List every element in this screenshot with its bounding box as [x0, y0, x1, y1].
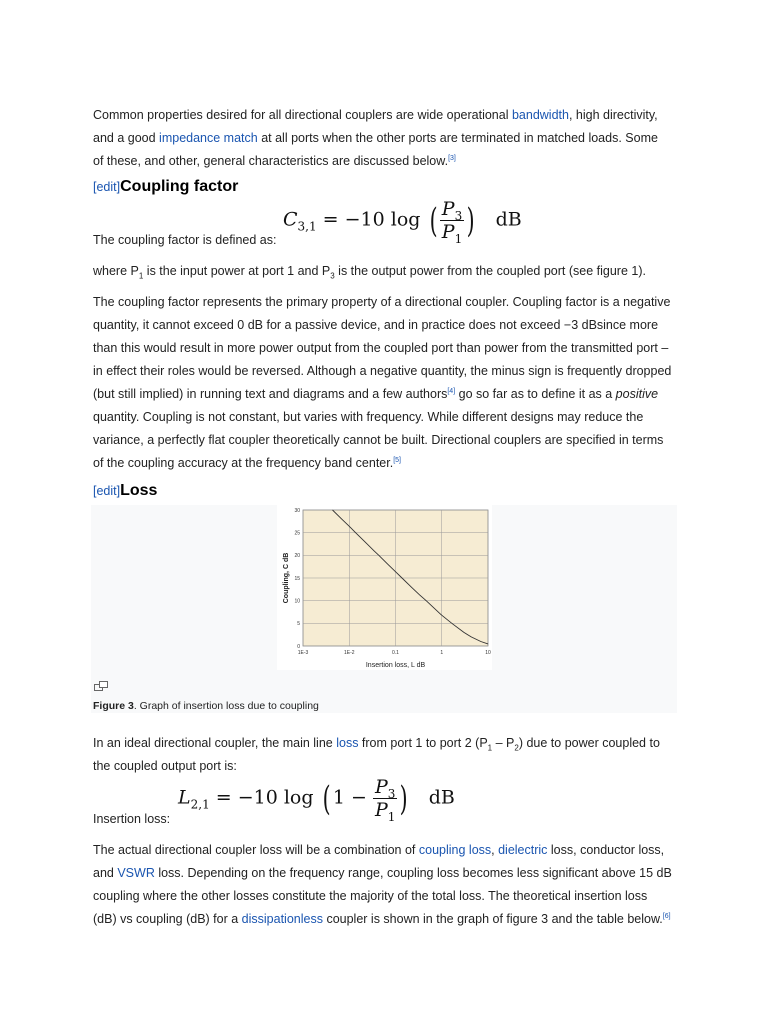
insertion-loss-formula: $L_{2,1} = -10$ log ( 1 − $\frac{P_3}{P_1}$ ) dB [178, 776, 455, 824]
y-tick-label: 0 [297, 643, 300, 650]
chart-svg [277, 505, 492, 670]
coupling-description-paragraph: The coupling factor represents the primary property of a directional coupler. Coupling factor is a negative quantity, it cannot exceed 0 dB for a passive device, and in practice does not exceed −3 dBsince more than this would result in more power output from the coupled port than power from the transmitted port – in effect their roles would be reversed. Although a negative quantity, the minus sign is frequently dropped (but still implied) in running text and diagrams and a few authors[4] go so far as to define it as a positive quantity. Coupling is not constant, but varies with frequency. While different designs may reduce the variance, a perfectly flat coupler theoretically cannot be built. Directional couplers are specified in terms of the coupling accuracy at the frequency band center.[5] [93, 295, 672, 470]
reference-4[interactable]: [4] [447, 387, 456, 395]
coupling-defined-label: The coupling factor is defined as: [93, 233, 277, 247]
coupling-loss-link[interactable]: coupling loss [418, 843, 492, 857]
x-tick-label: 1E-2 [343, 650, 355, 656]
where-paragraph: where $P_1$ is the input power at port 1 and $P_3$ is the output power from the coupled port (see figure 1). [93, 264, 646, 281]
intro-paragraph: Common properties desired for all directional couplers are wide operational bandwidth, high directivity, and a good impedance match at all ports when the other ports are terminated in matched loads. Some of these, and other, general characteristics are discussed below.[3] [93, 108, 658, 168]
insertion-loss-label: Insertion loss: [93, 812, 171, 826]
vswr-link[interactable]: VSWR [117, 866, 155, 880]
insertion-loss-chart [277, 505, 492, 670]
edit-loss-link[interactable]: [edit] [93, 484, 121, 498]
y-tick-label: 30 [294, 507, 300, 514]
y-tick-label: 15 [294, 575, 300, 582]
y-tick-label: 20 [294, 553, 300, 560]
dissipationless-link[interactable]: dissipationless [241, 912, 323, 926]
y-tick-label: 5 [297, 621, 300, 628]
coupling-factor-heading: [edit]Coupling factor [93, 178, 239, 195]
dielectric-link[interactable]: dielectric [498, 843, 548, 857]
actual-loss-paragraph: The actual directional coupler loss will be a combination of coupling loss, dielectric loss, conductor loss, and VSWR loss. Depending on the frequency range, coupling loss becomes less significant above 15 dB coupling where the other losses constitute the majority of the total loss. The theoretical insertion loss (dB) vs coupling (dB) for a dissipationless coupler is shown in the graph of figure 3 and the table below.[6] [93, 843, 672, 926]
reference-3[interactable]: [3] [448, 154, 456, 162]
y-tick-label: 25 [294, 530, 300, 537]
bandwidth-link[interactable]: bandwidth [511, 108, 569, 122]
loss-link[interactable]: loss [336, 736, 359, 750]
edit-coupling-link[interactable]: [edit] [93, 180, 121, 194]
x-tick-label: 1E-3 [297, 650, 309, 656]
ideal-coupler-paragraph: In an ideal directional coupler, the main line loss from port 1 to port 2 $(P_1 - P_2)$ due to power coupled to the coupled output port is: [93, 736, 660, 773]
reference-5[interactable]: [5] [393, 456, 401, 464]
x-tick-label: 10 [485, 650, 491, 656]
loss-heading: [edit]Loss [93, 482, 158, 499]
impedance-match-link[interactable]: impedance match [159, 131, 258, 145]
x-tick-label: 1 [440, 650, 444, 656]
x-axis-label: Insertion loss, L dB [365, 662, 426, 669]
x-tick-label: 0.1 [392, 650, 399, 656]
y-axis-label: Coupling, C dB [283, 552, 290, 604]
y-tick-label: 10 [294, 598, 300, 605]
figure-3-caption: Figure 3. Graph of insertion loss due to coupling [93, 700, 319, 712]
enlarge-icon[interactable] [94, 681, 108, 691]
coupling-factor-formula: $C_{3,1} = -10$ log ( $\frac{P_3}{P_1}$ ) dB [283, 198, 522, 246]
reference-6[interactable]: [6] [662, 912, 671, 920]
